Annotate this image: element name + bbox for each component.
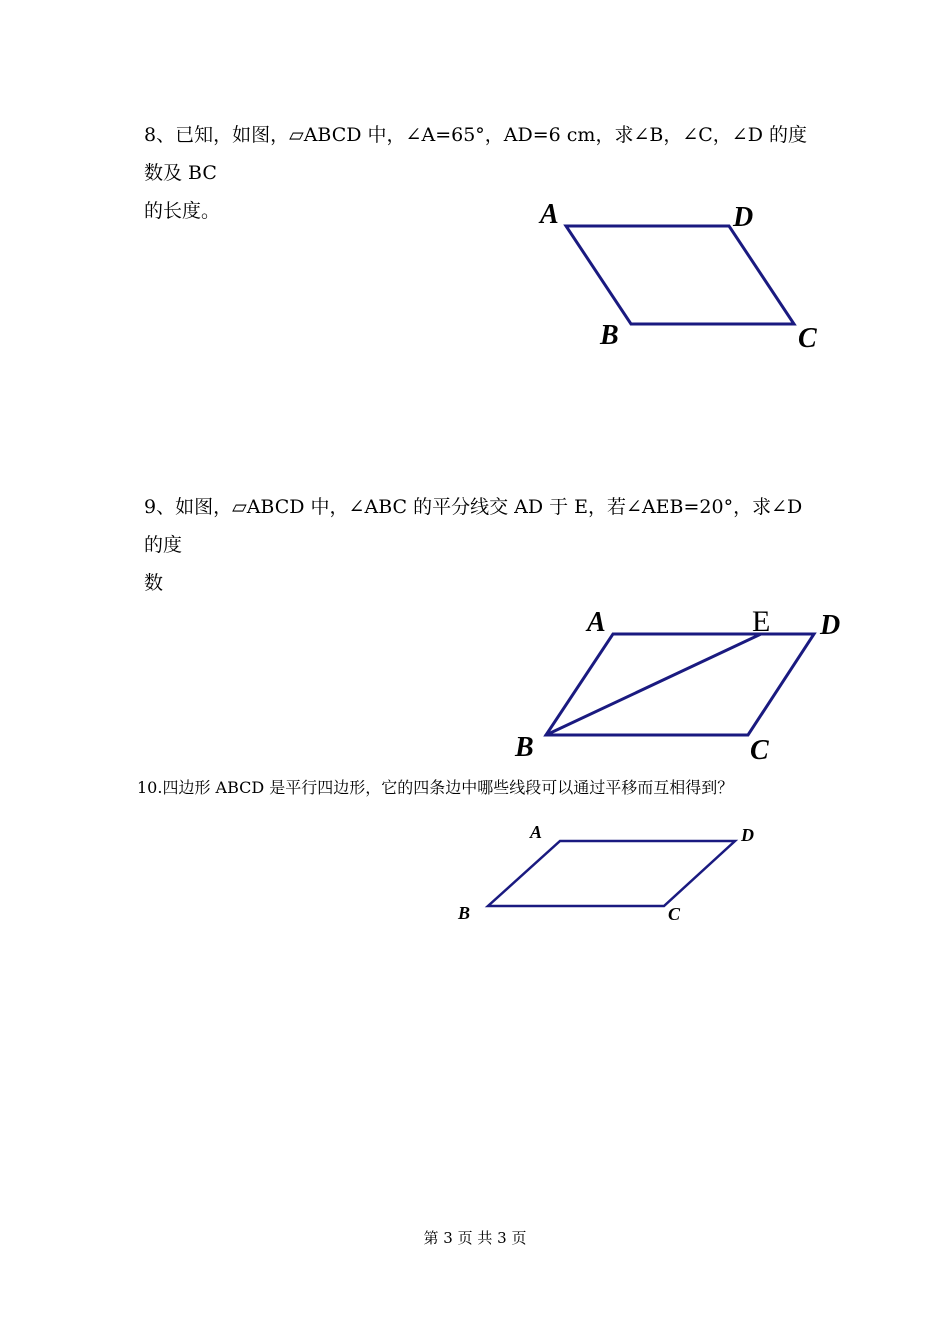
parallelogram-figure-10 (450, 818, 780, 933)
vertex-label-a: A (587, 607, 606, 638)
question-9-line-2: 数 (144, 572, 164, 594)
vertex-label-d: D (733, 202, 754, 233)
vertex-label-c: C (750, 735, 769, 766)
vertex-label-d: D (741, 825, 754, 845)
vertex-label-c: C (798, 323, 817, 354)
question-8-line-1: 8、已知，如图，▱ABCD 中，∠A=65°，AD=6 cm，求∠B，∠C，∠D 的度数及 BC (144, 124, 807, 184)
parallelogram-figure-8 (530, 195, 830, 365)
parallelogram-figure-9 (510, 600, 850, 780)
question-8-line-2: 的长度。 (144, 200, 221, 222)
vertex-label-a: A (530, 822, 543, 842)
question-9-line-1: 9、如图，▱ABCD 中，∠ABC 的平分线交 AD 于 E，若∠AEB=20°，求∠D 的度 (144, 496, 803, 556)
parallelogram-abcd (566, 226, 794, 324)
vertex-label-b: B (515, 732, 534, 763)
parallelogram-abcd (546, 634, 814, 735)
vertex-label-d: D (820, 610, 841, 641)
parallelogram-abcd (488, 841, 735, 906)
question-10 (137, 772, 837, 804)
vertex-label-e: E (752, 605, 771, 638)
vertex-label-a: A (540, 199, 559, 230)
vertex-label-b: B (600, 320, 619, 351)
vertex-label-b: B (458, 903, 471, 923)
page-footer: 第 3 页 共 3 页 (423, 1229, 527, 1247)
vertex-label-c: C (668, 904, 681, 924)
question-10-line-1: 10.四边形 ABCD 是平行四边形，它的四条边中哪些线段可以通过平移而互相得到？ (137, 778, 734, 797)
question-9 (144, 488, 824, 602)
